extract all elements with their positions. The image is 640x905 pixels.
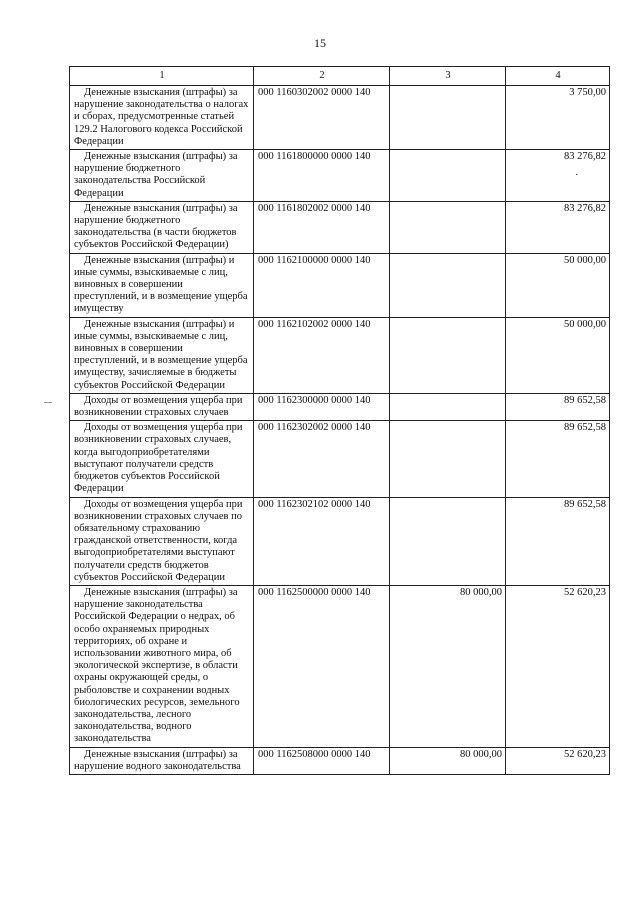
margin-mark <box>44 402 52 403</box>
row-name: Денежные взыскания (штрафы) и иные суммы, взыскиваемые с лиц, виновных в совершении преступлений, и в возмещение ущерба имуществу, зачисляемые в бюджеты субъектов Российской Федерации <box>70 317 254 393</box>
row-col4: 3 750,00 <box>506 86 610 150</box>
row-name: Денежные взыскания (штрафы) за нарушение бюджетного законодательства Российской Федерации <box>70 150 254 202</box>
row-code: 000 1161802002 0000 140 <box>254 201 390 253</box>
row-col4: 52 620,23 <box>506 585 610 747</box>
table-row <box>70 747 610 774</box>
row-col4: 83 276,82 <box>506 201 610 253</box>
row-col3 <box>390 86 506 150</box>
table-row <box>70 421 610 497</box>
row-col4: 50 000,00 <box>506 317 610 393</box>
row-col3 <box>390 253 506 317</box>
row-col4: 89 652,58 <box>506 421 610 497</box>
row-col3: 80 000,00 <box>390 585 506 747</box>
table-row <box>70 317 610 393</box>
row-name: Денежные взыскания (штрафы) за нарушение законодательства Российской Федерации о недрах, об особо охраняемых природных территориях, об охране и использовании животного мира, об экологической экспертизе, в области охраны окружающей среды, о рыболовстве и сохранении водных биологических ресурсов, земельного законодательства, лесного законодательства, водного законодательства <box>70 585 254 747</box>
budget-table <box>69 66 610 775</box>
row-col4: 52 620,23 <box>506 747 610 774</box>
row-col4-cell <box>506 150 610 202</box>
row-col3: 80 000,00 <box>390 747 506 774</box>
row-code: 000 1162302102 0000 140 <box>254 497 390 585</box>
stray-mark: . <box>575 167 578 179</box>
row-code: 000 1161800000 0000 140 <box>254 150 390 202</box>
row-col4: 50 000,00 <box>506 253 610 317</box>
row-code: 000 1160302002 0000 140 <box>254 86 390 150</box>
table-row <box>70 585 610 747</box>
row-code: 000 1162102002 0000 140 <box>254 317 390 393</box>
row-col3 <box>390 421 506 497</box>
row-code: 000 1162508000 0000 140 <box>254 747 390 774</box>
row-col4: 89 652,58 <box>506 497 610 585</box>
row-col3 <box>390 497 506 585</box>
table-row <box>70 150 610 202</box>
table-row <box>70 497 610 585</box>
row-name: Денежные взыскания (штрафы) за нарушение бюджетного законодательства (в части бюджетов субъектов Российской Федерации) <box>70 201 254 253</box>
row-name: Денежные взыскания (штрафы) за нарушение законодательства о налогах и сборах, предусмотренные статьей 129.2 Налогового кодекса Российской Федерации <box>70 86 254 150</box>
column-header-3: 3 <box>390 67 506 86</box>
table-row <box>70 253 610 317</box>
row-name: Денежные взыскания (штрафы) и иные суммы, взыскиваемые с лиц, виновных в совершении преступлений, и в возмещение ущерба имуществу <box>70 253 254 317</box>
table-row <box>70 86 610 150</box>
row-col4: 83 276,82 <box>564 151 606 163</box>
row-col3 <box>390 393 506 420</box>
row-col4: 89 652,58 <box>506 393 610 420</box>
table-row <box>70 201 610 253</box>
row-name: Доходы от возмещения ущерба при возникновении страховых случаев <box>70 393 254 420</box>
row-code: 000 1162100000 0000 140 <box>254 253 390 317</box>
row-code: 000 1162300000 0000 140 <box>254 393 390 420</box>
row-name: Доходы от возмещения ущерба при возникновении страховых случаев по обязательному страхованию гражданской ответственности, когда выгодоприобретателями выступают получатели средств бюджетов субъектов Российской Федерации <box>70 497 254 585</box>
row-name: Доходы от возмещения ущерба при возникновении страховых случаев, когда выгодоприобретателями выступают получатели средств бюджетов субъектов Российской Федерации <box>70 421 254 497</box>
column-header-4: 4 <box>506 67 610 86</box>
row-code: 000 1162500000 0000 140 <box>254 585 390 747</box>
table-header-row <box>70 67 610 86</box>
row-col3 <box>390 150 506 202</box>
row-col3 <box>390 317 506 393</box>
table-row <box>70 393 610 420</box>
column-header-2: 2 <box>254 67 390 86</box>
column-header-1: 1 <box>70 67 254 86</box>
row-col3 <box>390 201 506 253</box>
row-name: Денежные взыскания (штрафы) за нарушение водного законодательства <box>70 747 254 774</box>
row-code: 000 1162302002 0000 140 <box>254 421 390 497</box>
page-number: 15 <box>314 36 326 50</box>
